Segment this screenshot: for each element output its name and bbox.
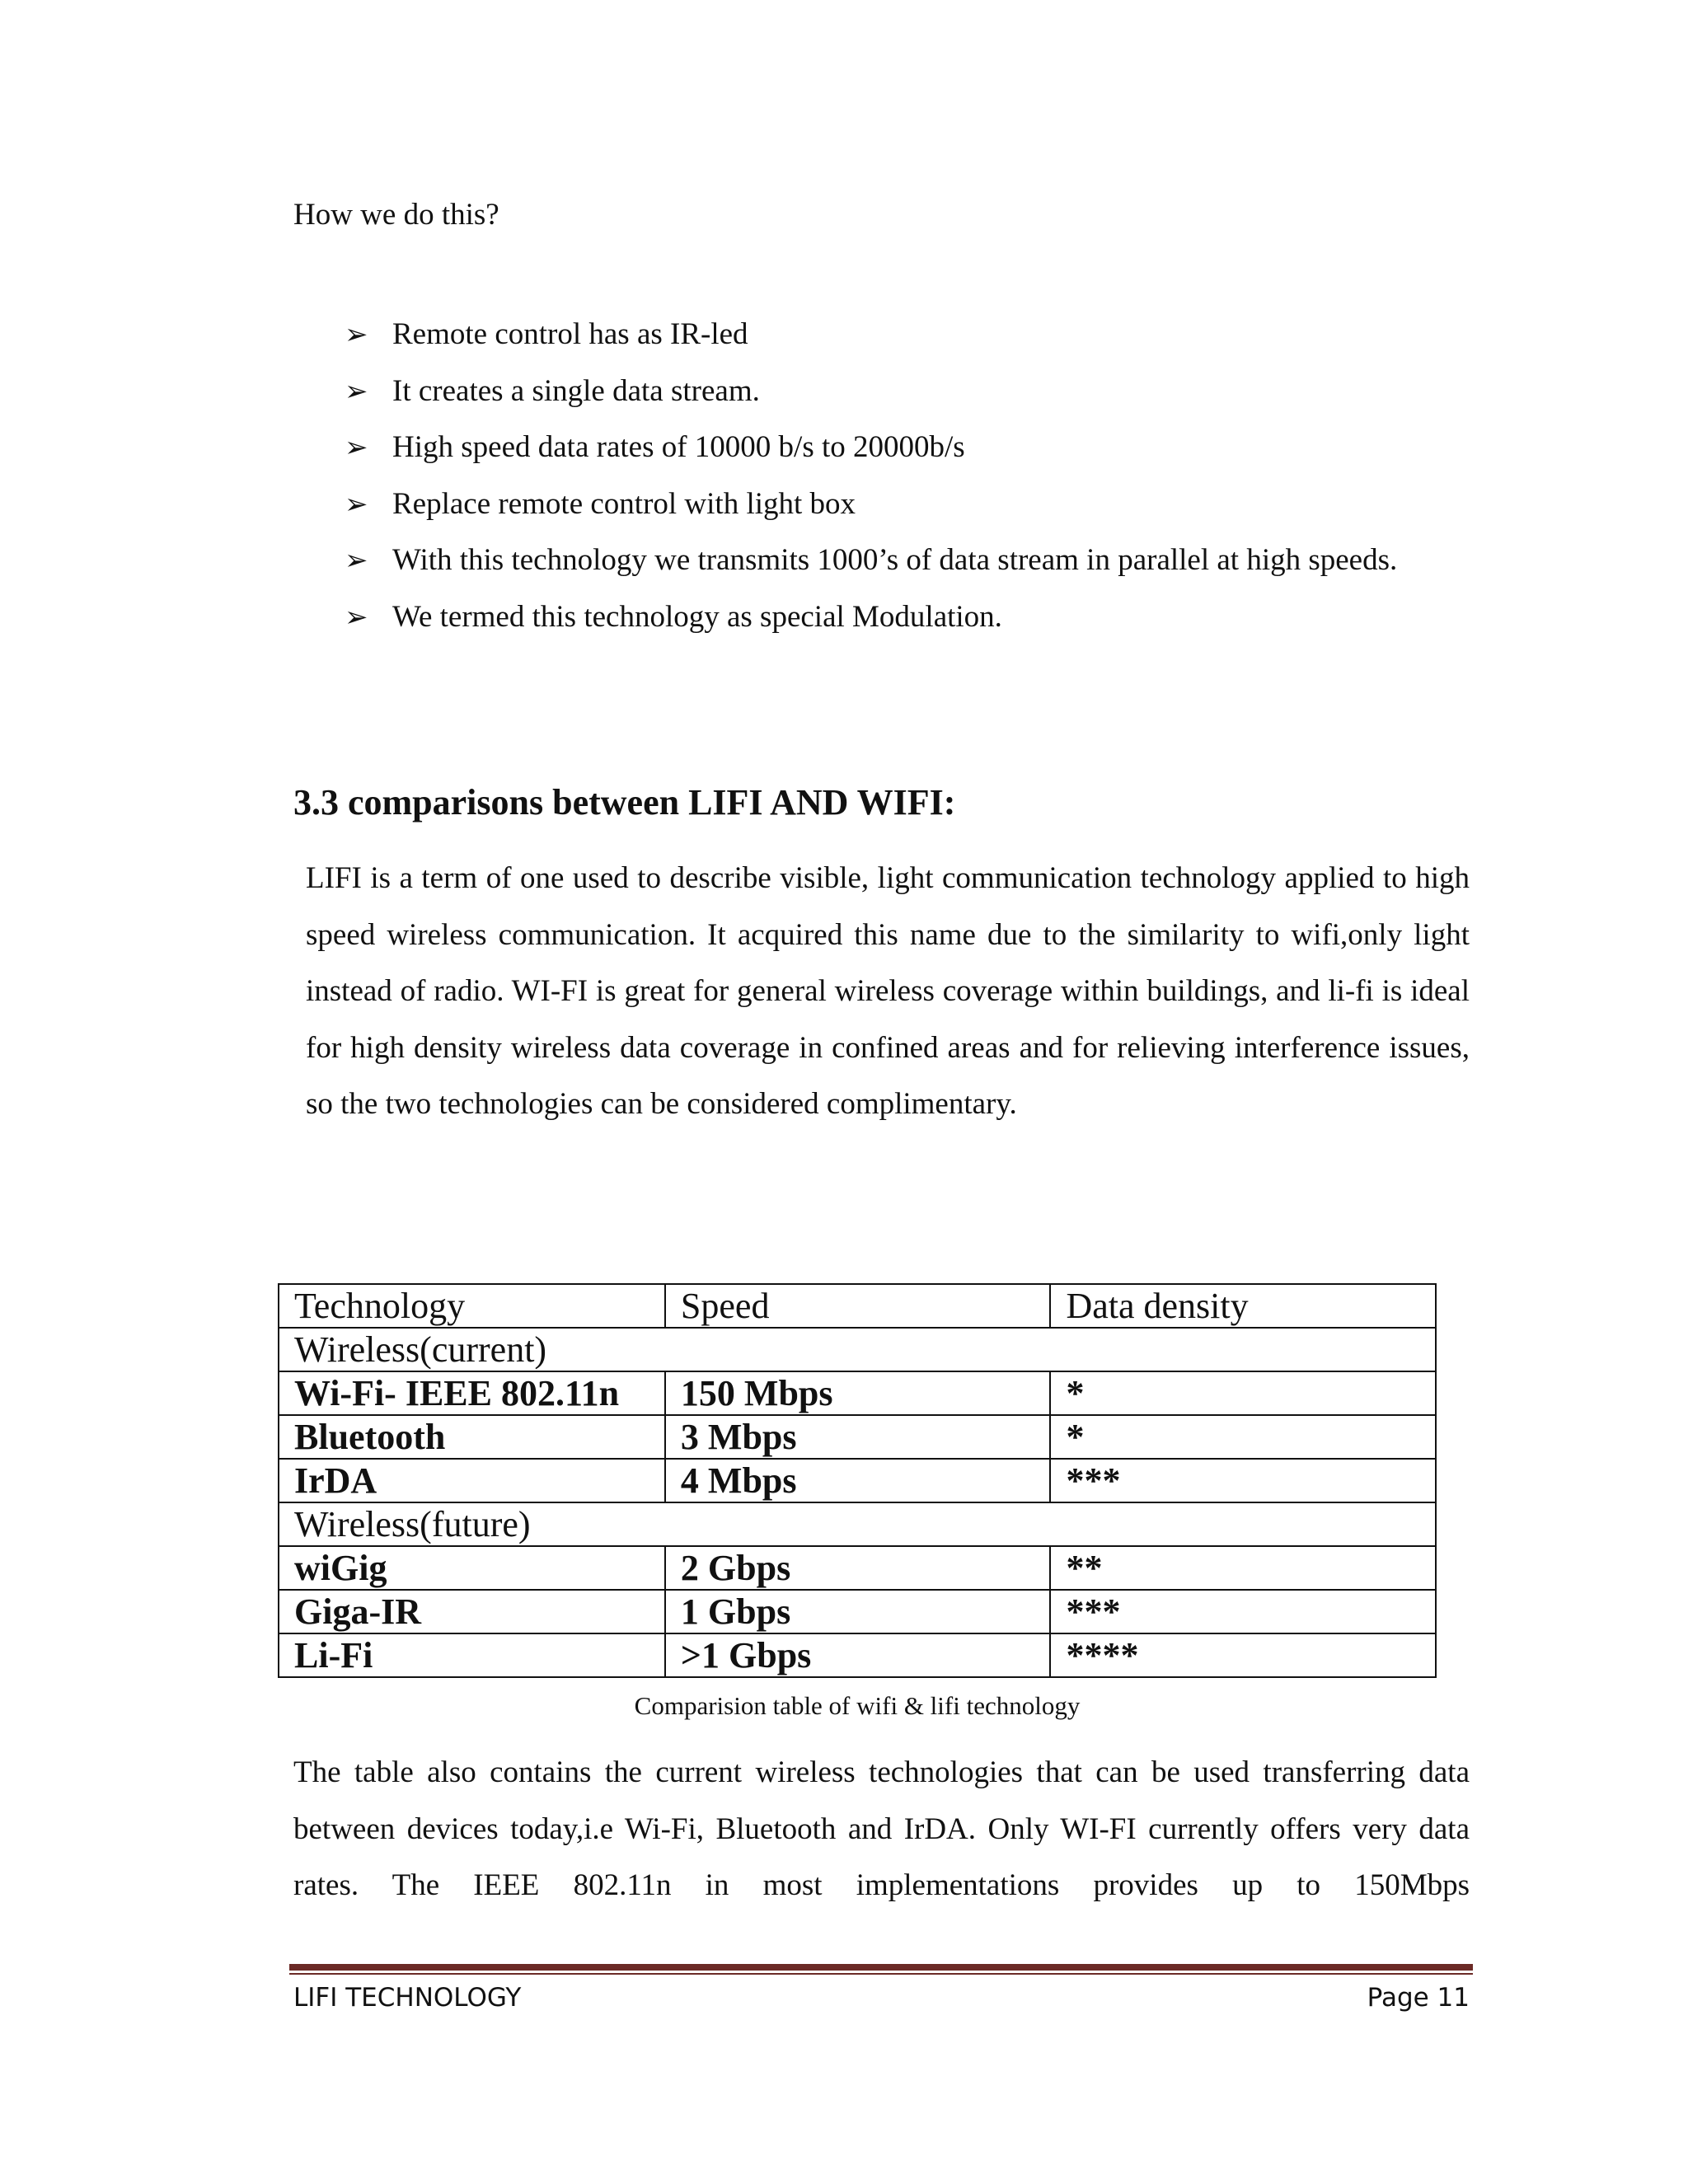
list-item-text: High speed data rates of 10000 b/s to 20000b/s bbox=[392, 430, 965, 464]
table-row bbox=[279, 1590, 1436, 1633]
cell-speed: >1 Gbps bbox=[665, 1633, 1051, 1677]
cell-speed: 4 Mbps bbox=[665, 1459, 1051, 1502]
page-number: Page 11 bbox=[1367, 1983, 1470, 2013]
cell-technology: Li-Fi bbox=[279, 1633, 665, 1677]
cell-density: *** bbox=[1050, 1459, 1436, 1502]
comparison-table bbox=[278, 1283, 1437, 1678]
header-technology: Technology bbox=[279, 1284, 665, 1328]
list-item bbox=[345, 589, 1465, 646]
cell-speed: 1 Gbps bbox=[665, 1590, 1051, 1633]
group-row-current bbox=[279, 1328, 1436, 1371]
arrow-bullet-icon: ➢ bbox=[345, 431, 368, 464]
table-row bbox=[279, 1546, 1436, 1590]
list-item bbox=[345, 363, 1465, 420]
cell-speed: 2 Gbps bbox=[665, 1546, 1051, 1590]
cell-density: * bbox=[1050, 1371, 1436, 1415]
header-data-density: Data density bbox=[1050, 1284, 1436, 1328]
list-item bbox=[345, 419, 1465, 476]
bullet-list bbox=[345, 307, 1465, 645]
list-item-text: We termed this technology as special Modulation. bbox=[392, 599, 1002, 634]
cell-technology: Giga-IR bbox=[279, 1590, 665, 1633]
cell-technology: Bluetooth bbox=[279, 1415, 665, 1459]
header-speed: Speed bbox=[665, 1284, 1051, 1328]
arrow-bullet-icon: ➢ bbox=[345, 487, 368, 521]
group-label: Wireless(future) bbox=[279, 1502, 1436, 1546]
cell-density: **** bbox=[1050, 1633, 1436, 1677]
list-item-text: Replace remote control with light box bbox=[392, 486, 856, 521]
closing-paragraph: The table also contains the current wireless technologies that can be used transferring data between devices today,i.e Wi-Fi, Bluetooth and IrDA. Only WI-FI currently offers very data rates. The IEEE 802.11n in most implementations provides up to 150Mbps bbox=[293, 1755, 1470, 1902]
list-item bbox=[345, 307, 1465, 363]
cell-speed: 150 Mbps bbox=[665, 1371, 1051, 1415]
cell-density: *** bbox=[1050, 1590, 1436, 1633]
section-heading: 3.3 comparisons between LIFI AND WIFI: bbox=[293, 782, 956, 823]
cell-density: ** bbox=[1050, 1546, 1436, 1590]
cell-technology: wiGig bbox=[279, 1546, 665, 1590]
cell-speed: 3 Mbps bbox=[665, 1415, 1051, 1459]
arrow-bullet-icon: ➢ bbox=[345, 544, 368, 577]
list-item-text: Remote control has as IR-led bbox=[392, 317, 748, 351]
cell-technology: IrDA bbox=[279, 1459, 665, 1502]
footer-divider-thin bbox=[289, 1973, 1473, 1975]
table-caption: Comparision table of wifi & lifi technology bbox=[634, 1691, 1081, 1720]
list-item bbox=[345, 476, 1465, 533]
list-item bbox=[345, 532, 1465, 589]
intro-paragraph: LIFI is a term of one used to describe visible, light communication technology applied to high speed wireless communication. It acquired this name due to the similarity to wifi,only light instead of radio. WI-FI is great for general wireless coverage within buildings, and li-fi is ideal for high density wireless data coverage in confined areas and for relieving interference issues, so the two technologies can be considered complimentary. bbox=[306, 861, 1470, 1121]
list-item-text: It creates a single data stream. bbox=[392, 373, 760, 408]
table-row bbox=[279, 1371, 1436, 1415]
table-row bbox=[279, 1415, 1436, 1459]
arrow-bullet-icon: ➢ bbox=[345, 600, 368, 634]
arrow-bullet-icon: ➢ bbox=[345, 374, 368, 408]
footer-title: LIFI TECHNOLOGY bbox=[293, 1983, 522, 2013]
question-text: How we do this? bbox=[293, 198, 499, 232]
cell-density: * bbox=[1050, 1415, 1436, 1459]
footer-divider bbox=[289, 1964, 1473, 1971]
table-header-row bbox=[279, 1284, 1436, 1328]
cell-technology: Wi-Fi- IEEE 802.11n bbox=[279, 1371, 665, 1415]
group-label: Wireless(current) bbox=[279, 1328, 1436, 1371]
arrow-bullet-icon: ➢ bbox=[345, 318, 368, 351]
list-item-text: With this technology we transmits 1000’s of data stream in parallel at high speeds. bbox=[392, 543, 1398, 577]
group-row-future bbox=[279, 1502, 1436, 1546]
table-row bbox=[279, 1459, 1436, 1502]
table-row bbox=[279, 1633, 1436, 1677]
